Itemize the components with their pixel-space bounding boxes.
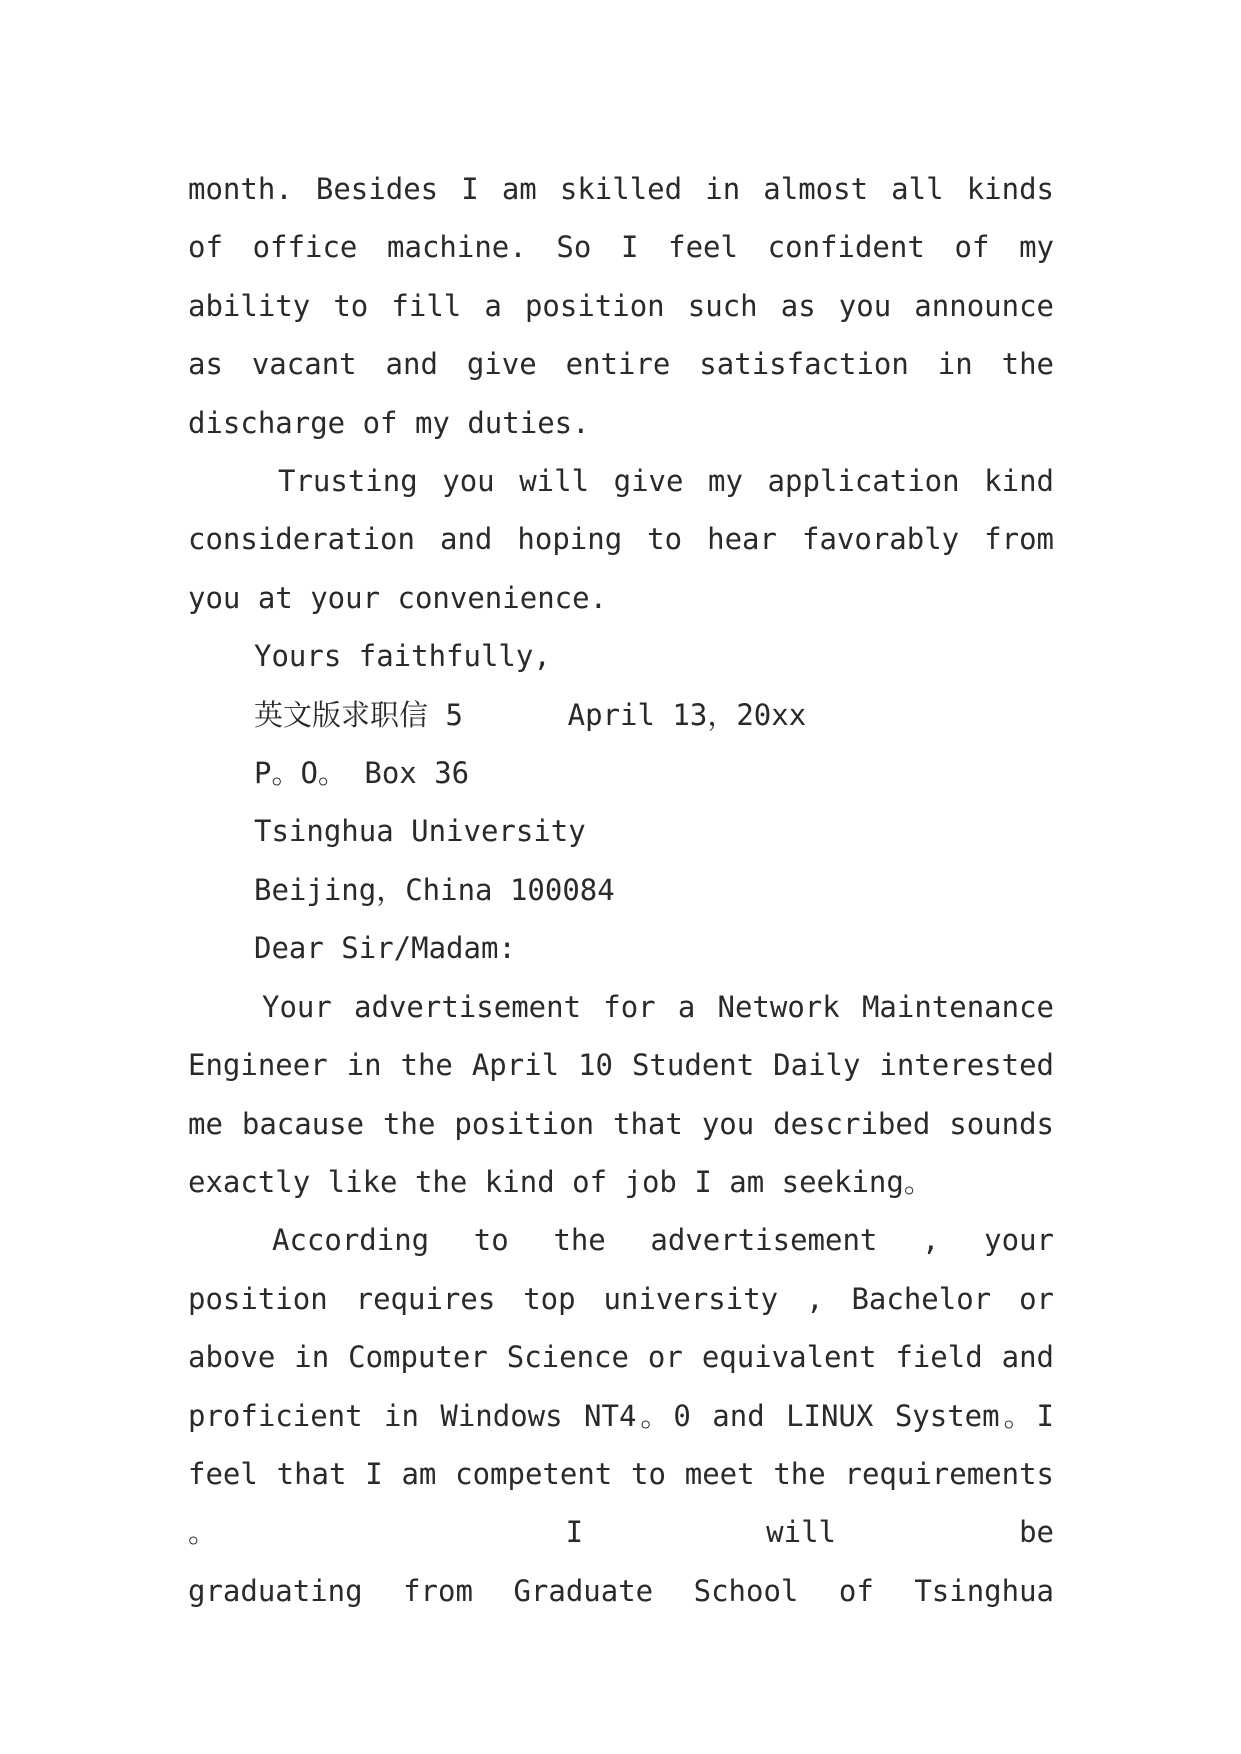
paragraph-advertisement: Your advertisement for a Network Maintenance Engineer in the April 10 Student Daily interested me bacause the position that you described sounds exactly like the kind of job I am seeking。 (188, 989, 1054, 1199)
paragraph-graduating: graduating from Graduate School of Tsinghua (188, 1573, 1054, 1608)
paragraph-skills: month. Besides I am skilled in almost all kinds of office machine. So I feel confident of my ability to fill a position such as you announce as vacant and give entire satisfaction in the discharge of my duties. (188, 172, 1054, 440)
paragraph-requirements: According to the advertisement , your position requires top university , Bachelor or above in Computer Science or equivalent field and proficient in Windows NT4。0 and LINUX System。I feel that I am competent to meet the requirements 。 I will be (188, 1223, 1054, 1550)
letter-body (188, 160, 1054, 1620)
address-po-box: P。O。 Box 36 (254, 756, 470, 791)
salutation: Dear Sir/Madam: (254, 931, 516, 966)
letter-heading-date: 英文版求职信 5 April 13，20xx (254, 697, 807, 732)
paragraph-closing: Trusting you will give my application kind consideration and hoping to hear favorably from you at your convenience. (188, 464, 1054, 615)
address-university: Tsinghua University (254, 814, 586, 849)
address-city: Beijing，China 100084 (254, 872, 615, 907)
signoff: Yours faithfully, (254, 639, 551, 674)
